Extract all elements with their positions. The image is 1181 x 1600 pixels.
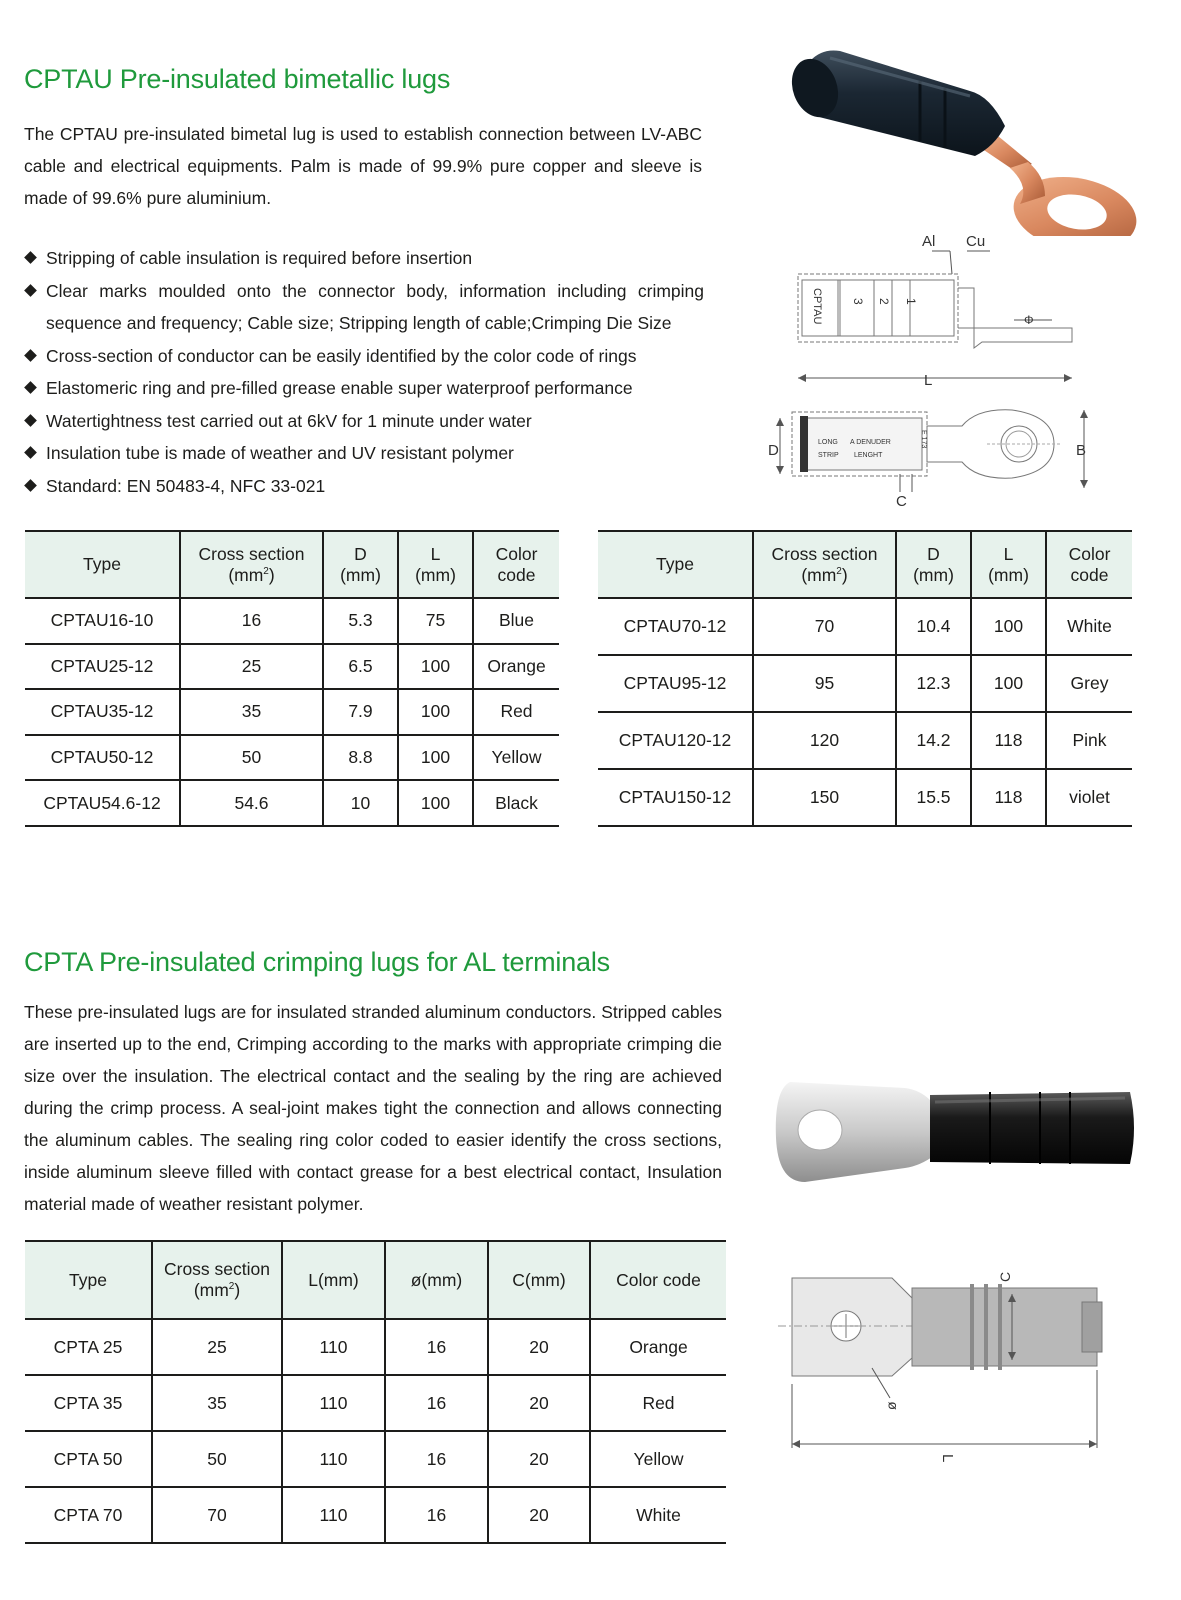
col-l: L (mm): [971, 531, 1046, 598]
feature-item: Insulation tube is made of weather and UV resistant polymer: [24, 437, 704, 470]
crimping-lug-drawing: [772, 1258, 1112, 1478]
svg-text:3: 3: [851, 298, 865, 305]
bimetallic-lug-drawing: [762, 230, 1102, 515]
crimping-lug-photo: [770, 1070, 1140, 1190]
col-color: Color code: [590, 1241, 726, 1319]
cpta-table: [25, 1240, 726, 1544]
svg-text:A DENUDER: A DENUDER: [850, 439, 891, 446]
table-row: CPTAU150-12 150 15.5 118 violet: [598, 769, 1132, 826]
svg-text:STRIP: STRIP: [818, 452, 839, 459]
svg-text:1: 1: [904, 298, 918, 305]
table-row: CPTAU50-12 50 8.8 100 Yellow: [25, 735, 559, 781]
col-l: L(mm): [282, 1241, 385, 1319]
section1-feature-list: [24, 242, 704, 502]
col-type: Type: [598, 531, 753, 598]
diamond-bullet-icon: [24, 381, 37, 394]
cptau-table-right: [598, 530, 1132, 827]
table-row: CPTAU95-12 95 12.3 100 Grey: [598, 655, 1132, 712]
feature-item: Elastomeric ring and pre-filled grease enable super waterproof performance: [24, 372, 704, 405]
label-l: L: [924, 372, 933, 389]
feature-item: Stripping of cable insulation is required before insertion: [24, 242, 704, 275]
feature-item: Cross-section of conductor can be easily identified by the color code of rings: [24, 340, 704, 373]
section2-title: CPTA Pre-insulated crimping lugs for AL terminals: [24, 947, 610, 977]
table-row: CPTA 25 25 110 16 20 Orange: [25, 1319, 726, 1375]
col-cross-section: Cross section $(mm^2)$: [753, 531, 896, 598]
label-c: C: [896, 493, 907, 510]
cptau-table-left: [25, 530, 559, 827]
col-d: D (mm): [323, 531, 398, 598]
col-type: Type: [25, 1241, 152, 1319]
table-row: CPTA 50 50 110 16 20 Yellow: [25, 1431, 726, 1487]
diamond-bullet-icon: [24, 251, 37, 264]
diamond-bullet-icon: [24, 446, 37, 459]
diamond-bullet-icon: [24, 414, 37, 427]
mark-cptau: CPTAU: [811, 288, 823, 325]
svg-text:2: 2: [877, 298, 891, 305]
col-c: C(mm): [488, 1241, 590, 1319]
label-phi2: ø: [883, 1401, 899, 1410]
col-phi: ø(mm): [385, 1241, 488, 1319]
diamond-bullet-icon: [24, 349, 37, 362]
col-type: Type: [25, 531, 180, 598]
diamond-bullet-icon: [24, 284, 37, 297]
svg-text:E 173: E 173: [920, 430, 927, 449]
col-cross-section: Cross section $(mm^2)$: [152, 1241, 282, 1319]
table-row: CPTA 35 35 110 16 20 Red: [25, 1375, 726, 1431]
table-row: CPTAU120-12 120 14.2 118 Pink: [598, 712, 1132, 769]
svg-text:LENGHT: LENGHT: [854, 452, 883, 459]
table-row: CPTAU54.6-12 54.6 10 100 Black: [25, 780, 559, 826]
bimetallic-lug-photo: [770, 36, 1150, 236]
feature-item: Watertightness test carried out at 6kV for 1 minute under water: [24, 405, 704, 438]
diamond-bullet-icon: [24, 479, 37, 492]
feature-item: Clear marks moulded onto the connector body, information including crimping sequence and frequency; Cable size; Stripping length of cable;Crimping Die Size: [24, 275, 704, 340]
feature-item: Standard: EN 50483-4, NFC 33-021: [24, 470, 704, 503]
table-row: CPTAU70-12 70 10.4 100 White: [598, 598, 1132, 655]
label-phi: Φ: [1024, 313, 1034, 327]
label-d: D: [768, 442, 779, 459]
table-row: CPTA 70 70 110 16 20 White: [25, 1487, 726, 1543]
table-row: CPTAU25-12 25 6.5 100 Orange: [25, 644, 559, 690]
table-row: CPTAU35-12 35 7.9 100 Red: [25, 689, 559, 735]
label-c2: C: [997, 1271, 1013, 1282]
label-l2: L: [939, 1454, 956, 1463]
col-color: Color code: [1046, 531, 1132, 598]
section1-intro: The CPTAU pre-insulated bimetal lug is used to establish connection between LV-ABC cable and electrical equipments. Palm is made of 99.9% pure copper and sleeve is made of 99.6% pure aluminium.: [24, 124, 702, 208]
col-cross-section: Cross section $(mm^2)$: [180, 531, 323, 598]
col-color: Color code: [473, 531, 559, 598]
svg-text:LONG: LONG: [818, 439, 838, 446]
col-l: L (mm): [398, 531, 473, 598]
section1-title: CPTAU Pre-insulated bimetallic lugs: [24, 64, 451, 94]
label-al: Al: [922, 233, 936, 250]
col-d: D (mm): [896, 531, 971, 598]
section2-intro: These pre-insulated lugs are for insulated stranded aluminum conductors. Stripped cables are inserted up to the end, Crimping according to the marks with appropriate crimping die size over the insulation. The electrical contact and the sealing by the ring are achieved during the crimp process. A seal-joint makes tight the connection and allows connecting the aluminum cables. The sealing ring color coded to easier identify the cross sections, inside aluminum sleeve filled with contact grease for a best electrical contact, Insulation material made of weather resistant polymer.: [24, 1002, 722, 1214]
label-b: B: [1076, 442, 1087, 459]
label-cu: Cu: [966, 233, 986, 250]
table-row: CPTAU16-10 16 5.3 75 Blue: [25, 598, 559, 644]
